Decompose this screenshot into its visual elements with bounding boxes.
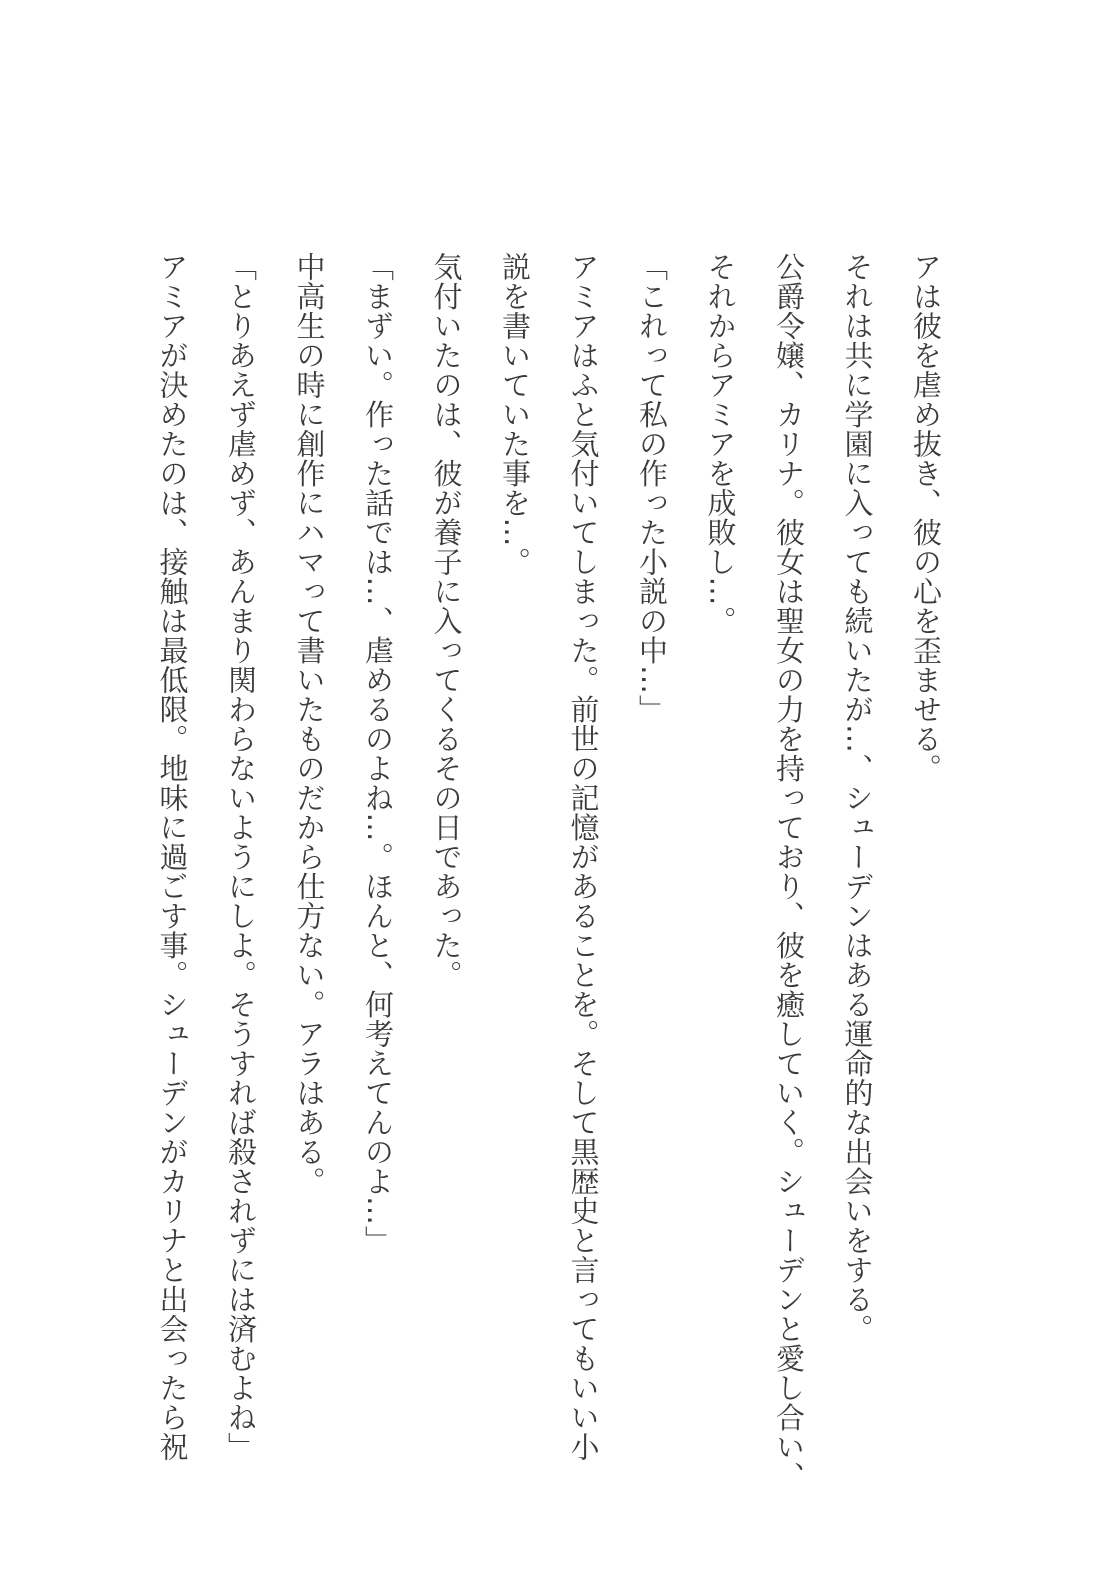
text-line-10: 中高生の時に創作にハマって書いたものだから仕方ない。アラはある。 <box>292 252 327 1196</box>
vertical-text-block <box>155 252 960 1491</box>
text-line-2: それは共に学園に入っても続いたが…、シューデンはある運命的な出会いをする。 <box>840 252 875 1344</box>
text-line-7: 説を書いていた事を…。 <box>498 252 532 577</box>
text-line-5: 「これって私の作った小説の中…」 <box>635 252 669 724</box>
text-line-9: 「まずい。作った話では…、虐めるのよね…。ほんと、何考えてんのよ…」 <box>361 252 395 1255</box>
text-line-8: 気付いたのは、彼が養子に入ってくるその日であった。 <box>429 252 464 990</box>
text-line-6: アミアはふと気付いてしまった。前世の記憶があることを。そして黒歴史と言ってもいい小 <box>566 252 601 1462</box>
text-line-11: 「とりあえず虐めず、あんまり関わらないようにしよ。そうすれば殺されずには済むよね」 <box>224 252 258 1462</box>
text-line-4: それからアミアを成敗し…。 <box>703 252 738 636</box>
text-line-1: アは彼を虐め抜き、彼の心を歪ませる。 <box>909 252 943 783</box>
text-line-12: アミアが決めたのは、接触は最低限。地味に過ごす事。シューデンがカリナと出会ったら祝 <box>155 252 190 1462</box>
text-line-3: 公爵令嬢、カリナ。彼女は聖女の力を持っており、彼を癒していく。シューデンと愛し合い、 <box>772 252 806 1491</box>
